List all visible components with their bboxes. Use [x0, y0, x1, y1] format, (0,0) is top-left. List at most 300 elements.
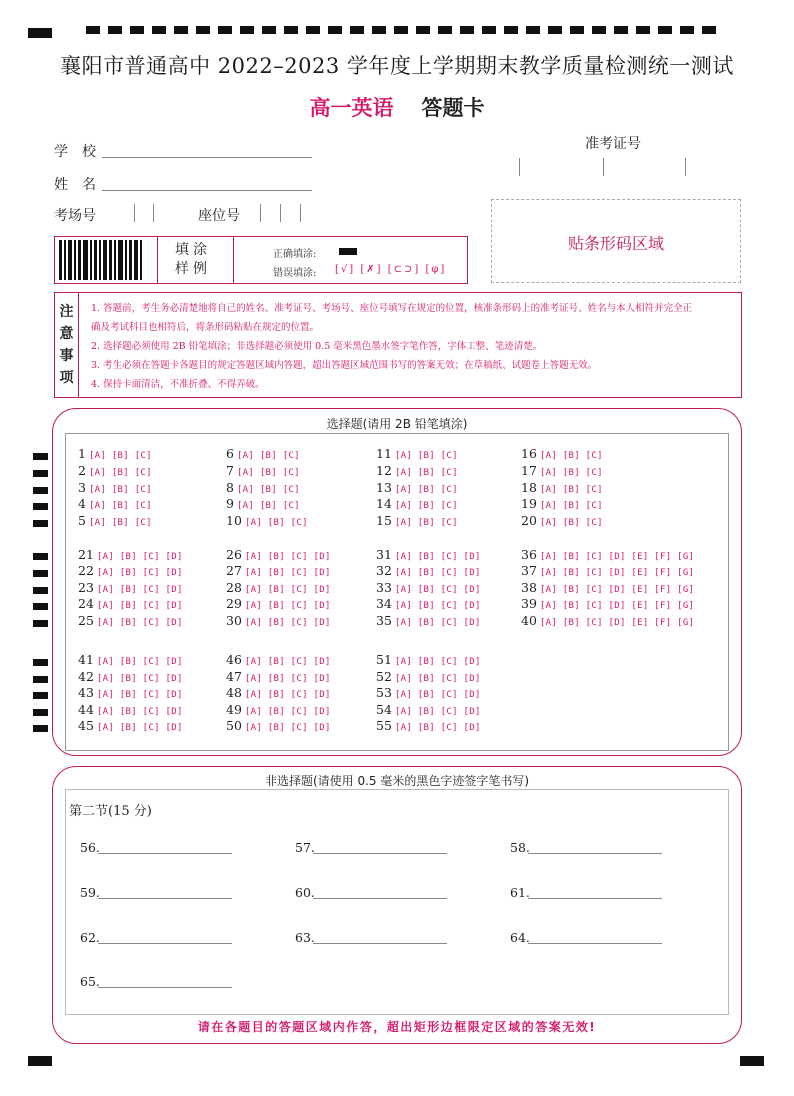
choice-question-1[interactable] [78, 446, 152, 461]
choice-question-22[interactable] [78, 563, 183, 578]
correct-fill-mark [339, 248, 357, 255]
side-timing-mark [33, 692, 48, 699]
answer-options[interactable]: [A] [B] [C] [539, 485, 603, 495]
answer-options[interactable]: [A] [B] [C] [D] [244, 707, 331, 717]
question-number: 53 [376, 685, 392, 700]
choice-question-3[interactable] [78, 480, 152, 495]
question-number: 17 [521, 463, 537, 478]
answer-options[interactable]: [A] [B] [C] [88, 468, 152, 478]
answer-options[interactable]: [A] [B] [C] [D] [96, 585, 183, 595]
question-number: 26 [226, 547, 242, 562]
timing-dash [196, 26, 210, 34]
wrong-fill-label: 错误填涂: [273, 268, 317, 279]
choice-question-6[interactable] [226, 446, 300, 461]
correct-fill-label: 正确填涂: [273, 249, 317, 260]
timing-dash [372, 26, 386, 34]
timing-dash [174, 26, 188, 34]
answer-line[interactable] [528, 853, 662, 854]
answer-options[interactable]: [A] [B] [C] [394, 451, 458, 461]
choice-question-5[interactable] [78, 513, 152, 528]
instruction-line: 3. 考生必须在答题卡各题目的规定答题区域内答题，超出答题区域范围书写的答案无效；在草稿纸、试题卷上答题无效。 [91, 360, 598, 371]
answer-options[interactable]: [A] [B] [C] [D] [394, 585, 481, 595]
fill-sample-box [54, 236, 468, 284]
answer-card-label: 答题卡 [421, 96, 485, 120]
question-number: 8 [226, 480, 234, 495]
instructions-heading-char: 事 [59, 348, 74, 364]
choice-question-11[interactable] [376, 446, 458, 461]
side-timing-mark [33, 620, 48, 627]
choice-question-23[interactable] [78, 580, 183, 595]
blank-62[interactable] [80, 930, 100, 945]
invalid-answer-warning: 请在各题目的答题区域内作答，超出矩形边框限定区域的答案无效! [197, 1020, 597, 1034]
timing-dash [262, 26, 276, 34]
nonchoice-part-label: 第二节(15 分) [69, 804, 152, 819]
question-number: 35 [376, 613, 392, 628]
choice-question-18[interactable] [521, 480, 603, 495]
question-number: 54 [376, 702, 392, 717]
blank-number: 60. [295, 885, 315, 900]
seat-label: 座位号 [198, 208, 240, 224]
question-number: 29 [226, 596, 242, 611]
blank-63[interactable] [295, 930, 315, 945]
choice-question-8[interactable] [226, 480, 300, 495]
choice-question-12[interactable] [376, 463, 458, 478]
barcode-bar [78, 240, 81, 280]
name-label: 姓 名 [54, 177, 96, 193]
answer-options[interactable]: [A] [B] [C] [D] [244, 568, 331, 578]
seat-box[interactable] [300, 204, 301, 222]
question-number: 3 [78, 480, 86, 495]
fill-sample-label-line2: 样例 [175, 261, 211, 277]
answer-options[interactable]: [A] [B] [C] [D] [96, 707, 183, 717]
nonchoice-answer-area [65, 789, 729, 1015]
timing-dash [306, 26, 320, 34]
question-number: 40 [521, 613, 537, 628]
wrong-fill-marks: [√] [✗] [⊂⊃] [φ] [335, 264, 447, 275]
choice-question-44[interactable] [78, 702, 183, 717]
choice-question-42[interactable] [78, 669, 183, 684]
choice-question-45[interactable] [78, 718, 183, 733]
timing-mark-bottom-left [28, 1056, 52, 1066]
exam-room-box[interactable] [134, 204, 135, 222]
answer-options[interactable]: [A] [B] [C] [D] [394, 552, 481, 562]
answer-options[interactable]: [A] [B] [C] [D] [394, 618, 481, 628]
question-number: 20 [521, 513, 537, 528]
question-number: 4 [78, 496, 86, 511]
timing-dash [240, 26, 254, 34]
barcode-graphic [59, 240, 153, 280]
name-field[interactable] [102, 190, 312, 191]
question-number: 14 [376, 496, 392, 511]
choice-question-21[interactable] [78, 547, 183, 562]
blank-number: 65. [80, 974, 100, 989]
question-number: 1 [78, 446, 86, 461]
instructions-heading-char: 意 [59, 326, 74, 342]
timing-dash [460, 26, 474, 34]
barcode-bar [109, 240, 112, 280]
blank-number: 59. [80, 885, 100, 900]
answer-options[interactable]: [A] [B] [C] [D] [244, 601, 331, 611]
timing-dash [218, 26, 232, 34]
side-timing-mark [33, 487, 48, 494]
exam-room-label: 考场号 [54, 208, 96, 224]
answer-options[interactable]: [A] [B] [C] [D] [394, 707, 481, 717]
question-number: 5 [78, 513, 86, 528]
answer-options[interactable]: [A] [B] [C] [D] [244, 552, 331, 562]
answer-options[interactable]: [A] [B] [C] [D] [394, 601, 481, 611]
seat-box[interactable] [280, 204, 281, 222]
choice-question-32[interactable] [376, 563, 481, 578]
question-number: 36 [521, 547, 537, 562]
choice-question-25[interactable] [78, 613, 183, 628]
choice-question-46[interactable] [226, 652, 331, 667]
question-number: 22 [78, 563, 94, 578]
answer-options[interactable]: [A] [B] [C] [D] [244, 674, 331, 684]
instruction-line: 2. 选择题必须使用 2B 铅笔填涂；非选择题必须使用 0.5 毫米黑色墨水签字笔作答，字体工整、笔迹清楚。 [91, 341, 543, 352]
answer-options[interactable]: [A] [B] [C] [394, 501, 458, 511]
answer-options[interactable]: [A] [B] [C] [D] [244, 690, 331, 700]
answer-options[interactable]: [A] [B] [C] [394, 485, 458, 495]
choice-question-27[interactable] [226, 563, 331, 578]
question-number: 51 [376, 652, 392, 667]
choice-question-9[interactable] [226, 496, 300, 511]
choice-question-4[interactable] [78, 496, 152, 511]
blank-number: 57. [295, 840, 315, 855]
answer-options[interactable]: [A] [B] [C] [D] [394, 657, 481, 667]
blank-56[interactable] [80, 840, 100, 855]
barcode-bar [83, 240, 88, 280]
timing-dash [658, 26, 672, 34]
question-number: 13 [376, 480, 392, 495]
barcode-bar [103, 240, 107, 280]
answer-options[interactable]: [A] [B] [C] [236, 468, 300, 478]
answer-line[interactable] [313, 943, 447, 944]
barcode-sticker-area [491, 199, 741, 283]
timing-dash [526, 26, 540, 34]
side-timing-mark [33, 503, 48, 510]
barcode-bar [134, 240, 138, 280]
instruction-line: 4. 保持卡面清洁，不准折叠、不得弄破。 [91, 379, 265, 390]
barcode-bar [118, 240, 123, 280]
fill-sample-label-line1: 填涂 [175, 242, 211, 258]
timing-dash [86, 26, 100, 34]
side-timing-mark [33, 709, 48, 716]
answer-options[interactable]: [A] [B] [C] [D] [96, 552, 183, 562]
subject-title: 高一英语 [309, 96, 394, 120]
question-number: 27 [226, 563, 242, 578]
question-number: 9 [226, 496, 234, 511]
side-timing-mark [33, 725, 48, 732]
answer-line[interactable] [98, 943, 232, 944]
admission-number-box[interactable] [519, 158, 520, 176]
side-timing-mark [33, 676, 48, 683]
question-number: 15 [376, 513, 392, 528]
blank-number: 63. [295, 930, 315, 945]
choice-question-29[interactable] [226, 596, 331, 611]
choice-section-title: 选择题(请用 2B 铅笔填涂) [326, 417, 468, 431]
sample-divider [157, 237, 158, 283]
answer-options[interactable]: [A] [B] [C] [539, 451, 603, 461]
answer-options[interactable]: [A] [B] [C] [236, 501, 300, 511]
question-number: 52 [376, 669, 392, 684]
instructions-heading [55, 293, 79, 397]
question-number: 21 [78, 547, 94, 562]
answer-options[interactable]: [A] [B] [C] [D] [394, 723, 481, 733]
choice-question-24[interactable] [78, 596, 183, 611]
question-number: 12 [376, 463, 392, 478]
answer-options[interactable]: [A] [B] [C] [88, 485, 152, 495]
answer-line[interactable] [528, 943, 662, 944]
timing-mark-bottom-right [740, 1056, 764, 1066]
answer-options[interactable]: [A] [B] [C] [88, 451, 152, 461]
answer-options[interactable]: [A] [B] [C] [539, 518, 603, 528]
answer-options[interactable]: [A] [B] [C] [D] [244, 585, 331, 595]
answer-line[interactable] [528, 898, 662, 899]
answer-options[interactable]: [A] [B] [C] [88, 518, 152, 528]
choice-question-14[interactable] [376, 496, 458, 511]
barcode-bar [125, 240, 127, 280]
question-number: 33 [376, 580, 392, 595]
question-number: 39 [521, 596, 537, 611]
question-number: 24 [78, 596, 94, 611]
answer-options[interactable]: [A] [B] [C] [D] [244, 618, 331, 628]
answer-options[interactable]: [A] [B] [C] [D] [96, 657, 183, 667]
choice-question-36[interactable] [521, 547, 694, 562]
question-number: 49 [226, 702, 242, 717]
answer-options[interactable]: [A] [B] [C] [236, 451, 300, 461]
choice-question-7[interactable] [226, 463, 300, 478]
choice-question-48[interactable] [226, 685, 331, 700]
admission-number-label: 准考证号 [585, 136, 641, 152]
choice-question-51[interactable] [376, 652, 481, 667]
question-number: 48 [226, 685, 242, 700]
admission-number-box[interactable] [685, 158, 686, 176]
instructions-heading-char: 项 [59, 370, 74, 386]
choice-question-28[interactable] [226, 580, 331, 595]
answer-options[interactable]: [A] [B] [C] [D] [96, 674, 183, 684]
timing-dash [570, 26, 584, 34]
choice-question-35[interactable] [376, 613, 481, 628]
question-number: 42 [78, 669, 94, 684]
answer-options[interactable]: [A] [B] [C] [394, 468, 458, 478]
choice-question-53[interactable] [376, 685, 481, 700]
choice-question-47[interactable] [226, 669, 331, 684]
answer-options[interactable]: [A] [B] [C] [D] [96, 723, 183, 733]
side-timing-mark [33, 470, 48, 477]
blank-number: 58. [510, 840, 530, 855]
timing-dash [108, 26, 122, 34]
choice-question-43[interactable] [78, 685, 183, 700]
blank-61[interactable] [510, 885, 530, 900]
answer-options[interactable]: [A] [B] [C] [394, 518, 458, 528]
answer-line[interactable] [98, 853, 232, 854]
timing-dash-row [86, 26, 716, 36]
question-number: 6 [226, 446, 234, 461]
answer-options[interactable]: [A] [B] [C] [D] [E] [F] [G] [539, 618, 695, 628]
blank-number: 64. [510, 930, 530, 945]
instruction-line: 确及考试科目也相符后，将条形码粘贴在规定的位置。 [91, 322, 320, 333]
blank-64[interactable] [510, 930, 530, 945]
blank-number: 61. [510, 885, 530, 900]
seat-box[interactable] [260, 204, 261, 222]
nonchoice-section-title: 非选择题(请使用 0.5 毫米的黑色字迹签字笔书写) [264, 774, 530, 788]
answer-options[interactable]: [A] [B] [C] [D] [96, 601, 183, 611]
card-subtitle [0, 92, 794, 122]
choice-question-52[interactable] [376, 669, 481, 684]
choice-question-10[interactable] [226, 513, 308, 528]
timing-dash [702, 26, 716, 34]
side-timing-mark [33, 603, 48, 610]
question-number: 11 [376, 446, 392, 461]
fill-sample-label [175, 241, 211, 279]
side-timing-mark [33, 659, 48, 666]
barcode-area-label: 贴条形码区域 [567, 234, 664, 253]
choice-question-16[interactable] [521, 446, 603, 461]
choice-question-19[interactable] [521, 496, 603, 511]
question-number: 23 [78, 580, 94, 595]
question-number: 28 [226, 580, 242, 595]
answer-line[interactable] [313, 853, 447, 854]
timing-dash [350, 26, 364, 34]
school-label: 学 校 [54, 144, 96, 160]
answer-options[interactable]: [A] [B] [C] [244, 518, 308, 528]
question-number: 16 [521, 446, 537, 461]
barcode-bar [74, 240, 76, 280]
blank-65[interactable] [80, 974, 100, 989]
choice-question-31[interactable] [376, 547, 481, 562]
choice-question-38[interactable] [521, 580, 694, 595]
instructions-box [54, 292, 742, 398]
barcode-bar [59, 240, 62, 280]
choice-question-2[interactable] [78, 463, 152, 478]
barcode-bar [129, 240, 132, 280]
blank-57[interactable] [295, 840, 315, 855]
question-number: 38 [521, 580, 537, 595]
answer-options[interactable]: [A] [B] [C] [D] [394, 690, 481, 700]
answer-options[interactable]: [A] [B] [C] [539, 501, 603, 511]
nonchoice-section [52, 766, 742, 1044]
timing-dash [394, 26, 408, 34]
sample-divider [233, 237, 234, 283]
side-timing-mark [33, 553, 48, 560]
question-number: 10 [226, 513, 242, 528]
question-number: 32 [376, 563, 392, 578]
question-number: 31 [376, 547, 392, 562]
side-timing-mark [33, 587, 48, 594]
answer-line[interactable] [98, 898, 232, 899]
answer-options[interactable]: [A] [B] [C] [D] [E] [F] [G] [539, 585, 695, 595]
answer-options[interactable]: [A] [B] [C] [D] [96, 568, 183, 578]
answer-options[interactable]: [A] [B] [C] [D] [394, 674, 481, 684]
instructions-heading-char: 注 [59, 304, 74, 320]
barcode-bar [64, 240, 66, 280]
admission-number-box[interactable] [603, 158, 604, 176]
timing-dash [680, 26, 694, 34]
timing-dash [482, 26, 496, 34]
answer-options[interactable]: [A] [B] [C] [D] [96, 690, 183, 700]
blank-59[interactable] [80, 885, 100, 900]
choice-question-34[interactable] [376, 596, 481, 611]
barcode-bar [90, 240, 92, 280]
question-number: 2 [78, 463, 86, 478]
timing-dash [592, 26, 606, 34]
answer-options[interactable]: [A] [B] [C] [D] [E] [F] [G] [539, 568, 695, 578]
answer-options[interactable]: [A] [B] [C] [D] [244, 657, 331, 667]
question-number: 50 [226, 718, 242, 733]
choice-question-40[interactable] [521, 613, 694, 628]
answer-options[interactable]: [A] [B] [C] [D] [E] [F] [G] [539, 552, 695, 562]
answer-options[interactable]: [A] [B] [C] [D] [394, 568, 481, 578]
timing-dash [416, 26, 430, 34]
choice-question-39[interactable] [521, 596, 694, 611]
answer-line[interactable] [313, 898, 447, 899]
timing-mark-top-left [28, 28, 52, 38]
question-number: 44 [78, 702, 94, 717]
side-timing-mark [33, 453, 48, 460]
answer-options[interactable]: [A] [B] [C] [D] [244, 723, 331, 733]
question-number: 46 [226, 652, 242, 667]
answer-options[interactable]: [A] [B] [C] [D] [E] [F] [G] [539, 601, 695, 611]
exam-room-box[interactable] [153, 204, 154, 222]
answer-line[interactable] [98, 987, 232, 988]
choice-question-54[interactable] [376, 702, 481, 717]
choice-question-37[interactable] [521, 563, 694, 578]
choice-question-13[interactable] [376, 480, 458, 495]
timing-dash [152, 26, 166, 34]
blank-58[interactable] [510, 840, 530, 855]
choice-question-50[interactable] [226, 718, 331, 733]
choice-question-41[interactable] [78, 652, 183, 667]
barcode-bar [99, 240, 101, 280]
choice-question-33[interactable] [376, 580, 481, 595]
timing-dash [504, 26, 518, 34]
choice-question-26[interactable] [226, 547, 331, 562]
question-number: 34 [376, 596, 392, 611]
blank-number: 62. [80, 930, 100, 945]
question-number: 18 [521, 480, 537, 495]
timing-dash [548, 26, 562, 34]
timing-dash [614, 26, 628, 34]
choice-question-20[interactable] [521, 513, 603, 528]
question-number: 30 [226, 613, 242, 628]
question-number: 55 [376, 718, 392, 733]
choice-question-55[interactable] [376, 718, 481, 733]
question-number: 25 [78, 613, 94, 628]
school-field[interactable] [102, 157, 312, 158]
timing-dash [284, 26, 298, 34]
blank-60[interactable] [295, 885, 315, 900]
answer-options[interactable]: [A] [B] [C] [D] [96, 618, 183, 628]
answer-options[interactable]: [A] [B] [C] [236, 485, 300, 495]
choice-question-15[interactable] [376, 513, 458, 528]
choice-question-49[interactable] [226, 702, 331, 717]
exam-title: 襄阳市普通高中 2022–2023 学年度上学期期末教学质量检测统一测试 [60, 54, 734, 78]
side-timing-mark [33, 520, 48, 527]
choice-question-30[interactable] [226, 613, 331, 628]
barcode-bar [114, 240, 116, 280]
question-number: 7 [226, 463, 234, 478]
timing-dash [130, 26, 144, 34]
side-timing-mark [33, 570, 48, 577]
answer-options[interactable]: [A] [B] [C] [88, 501, 152, 511]
answer-options[interactable]: [A] [B] [C] [539, 468, 603, 478]
barcode-bar [68, 240, 72, 280]
choice-question-17[interactable] [521, 463, 603, 478]
timing-dash [636, 26, 650, 34]
barcode-bar [94, 240, 97, 280]
question-number: 43 [78, 685, 94, 700]
instruction-line: 1. 答题前，考生务必清楚地将自己的姓名、准考证号、考场号、座位号填写在规定的位置，核准条形码上的准考证号、姓名与本人相符并完全正 [91, 303, 693, 314]
